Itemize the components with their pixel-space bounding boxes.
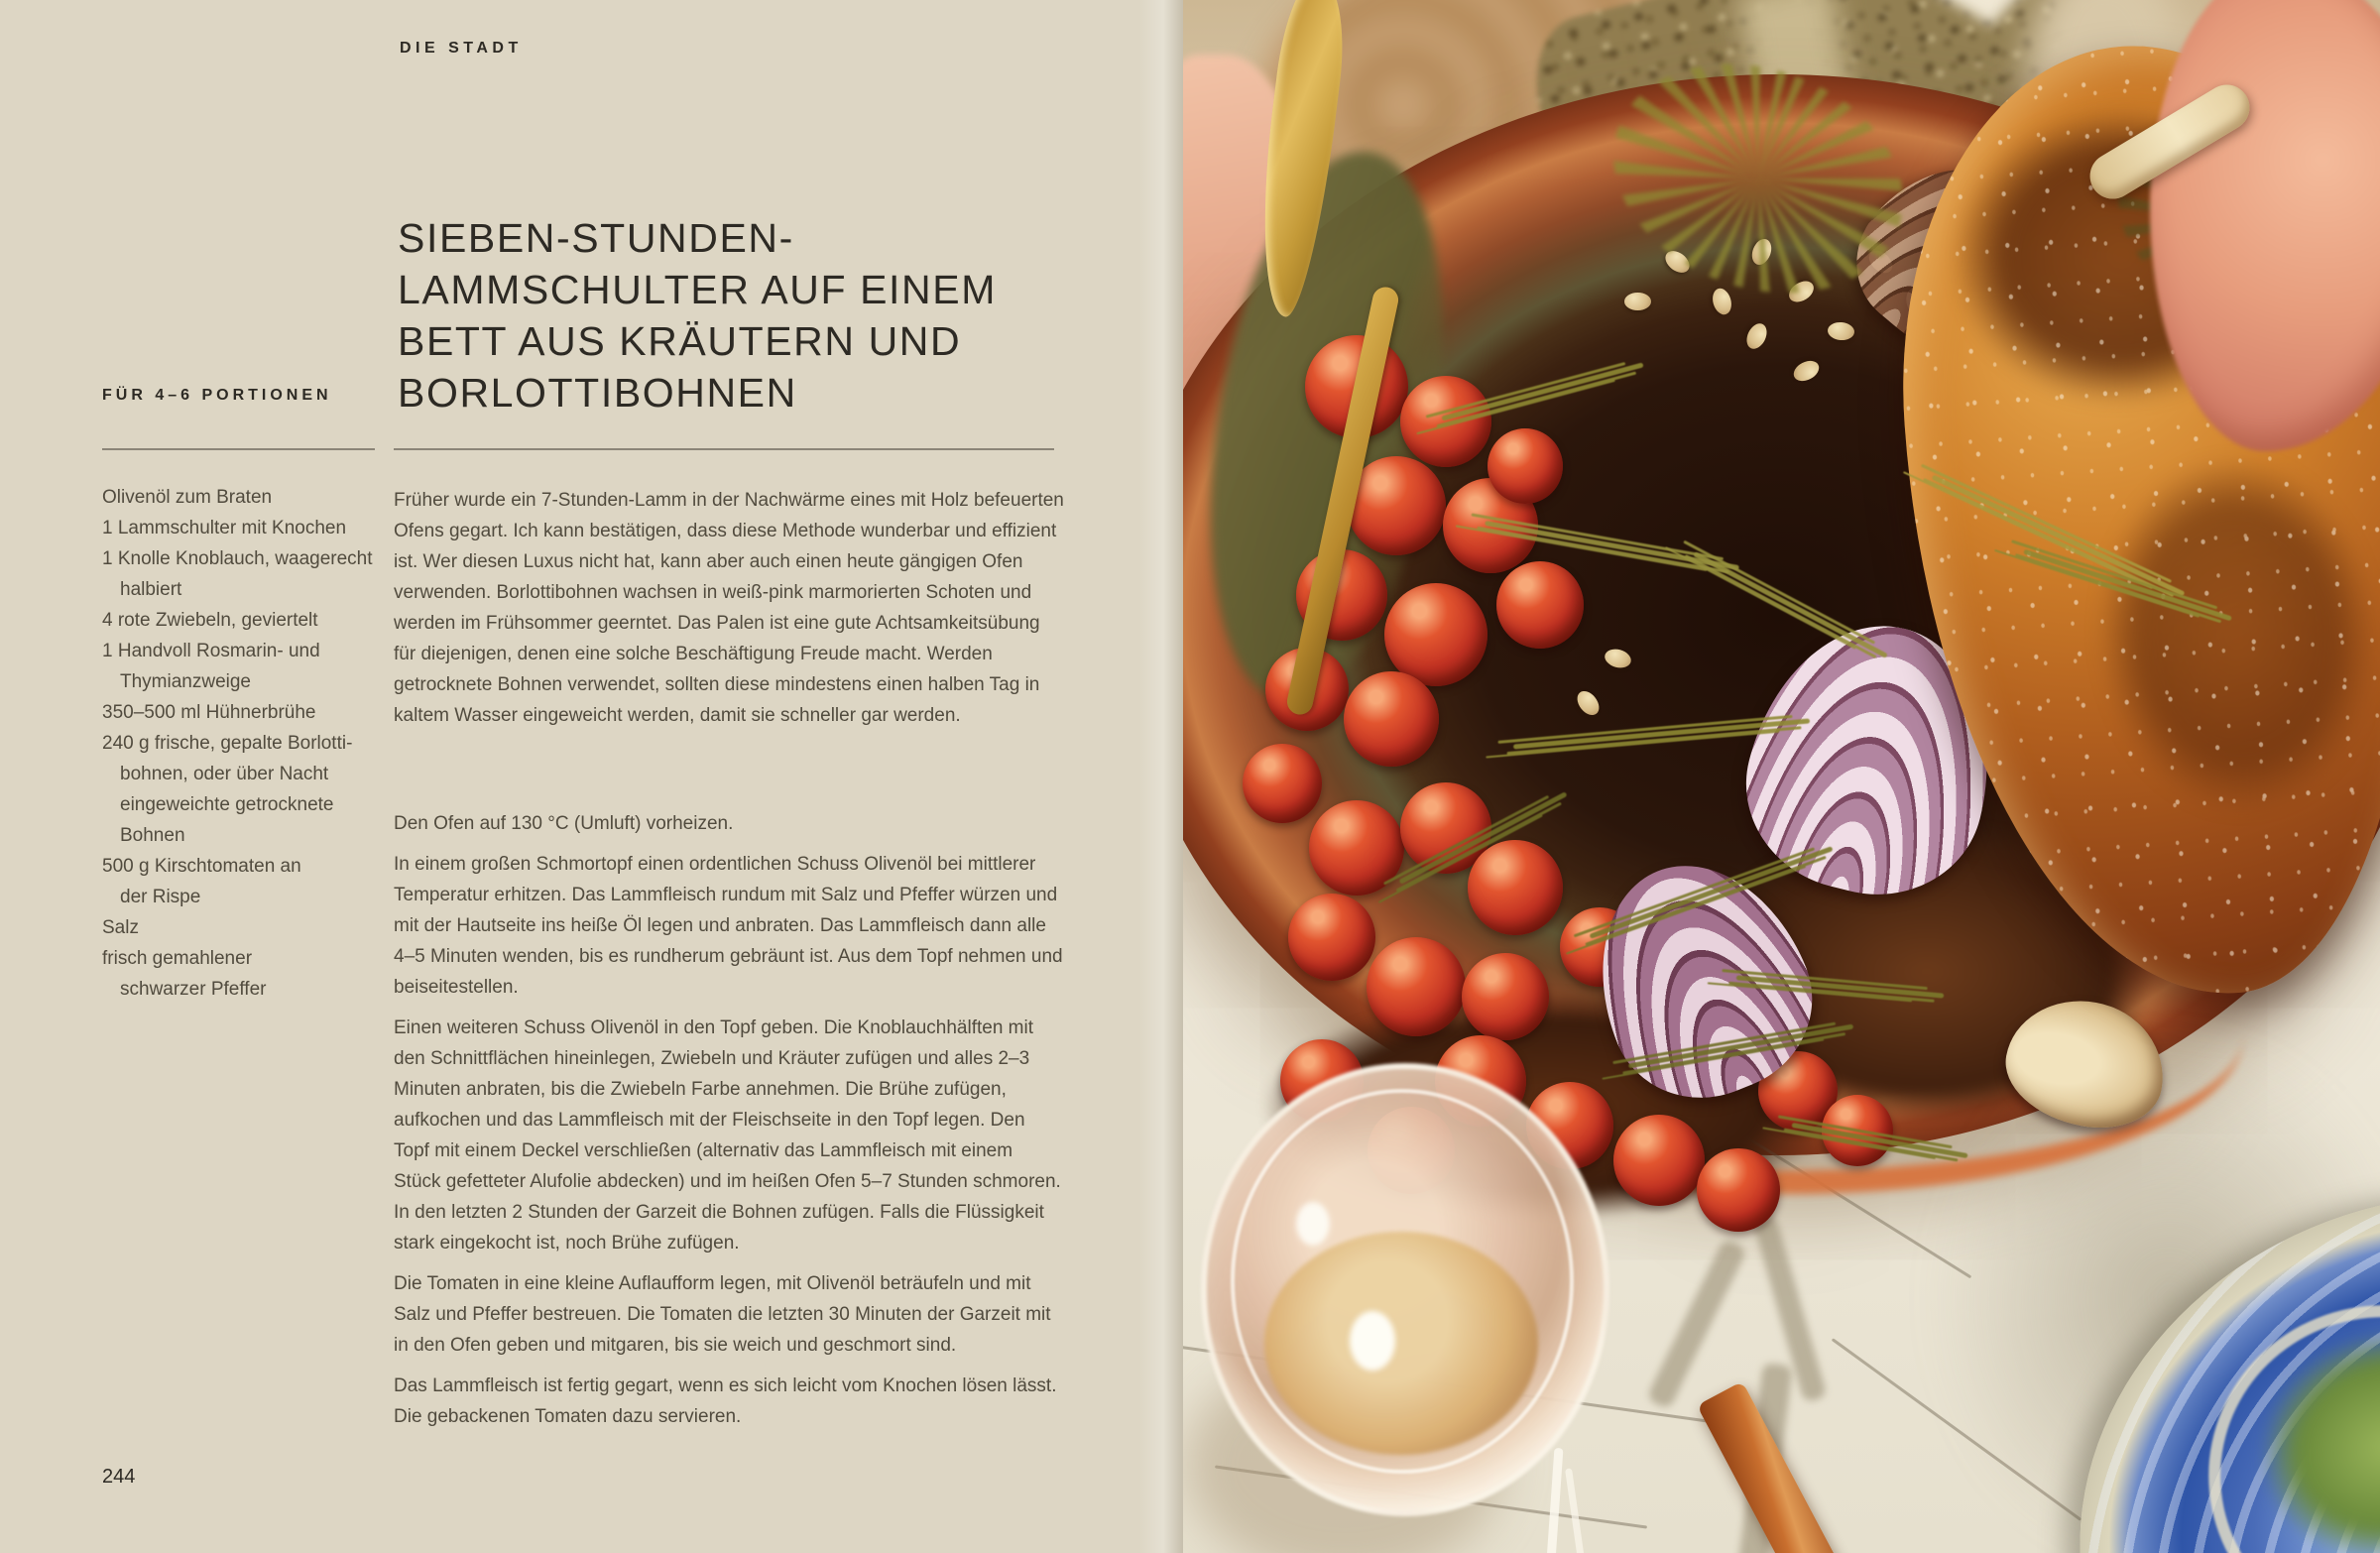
borlotti-bean — [1624, 293, 1651, 310]
ingredient-line: eingeweichte getrocknete — [120, 794, 334, 815]
cherry-tomato — [1488, 428, 1563, 504]
ingredient-line: halbiert — [120, 579, 182, 600]
ingredient-line: frisch gemahlener — [102, 948, 253, 969]
recipe-body — [394, 485, 1064, 1442]
hand-right-palm — [2150, 0, 2380, 451]
recipe-title — [398, 212, 997, 418]
ingredient-line: Bohnen — [120, 825, 185, 846]
cherry-tomato — [1697, 1148, 1780, 1232]
step-paragraph: Einen weiteren Schuss Olivenöl in den Topf geben. Die Knoblauchhälften mit den Schnittflächen hineinlegen, Zwiebeln und Kräuter zufügen und alles 2–3 Minuten anbraten, bis die Zwiebeln Farbe annehmen. Die Brühe zufügen, aufkochen und das Lammfleisch mit der Fleischseite in den Topf legen. Den Topf mit einem Deckel verschließen (alternativ das Lammfleisch mit einem Stück gefetteter Alufolie abdecken) und im heißen Ofen 5–7 Stunden schmoren. In den letzten 2 Stunden der Garzeit die Bohnen zufügen. Falls die Flüssigkeit stark eingekocht ist, noch Brühe zufügen. — [394, 1017, 1061, 1254]
page-number: 244 — [102, 1466, 136, 1488]
wine-glass-stem — [1565, 1468, 1594, 1553]
ingredient-line: 240 g frische, gepalte Borlotti- — [102, 733, 353, 754]
ingredients-rule — [102, 448, 375, 450]
ingredient-line: 500 g Kirschtomaten an — [102, 856, 301, 877]
ingredient-line: schwarzer Pfeffer — [120, 979, 267, 1000]
cherry-tomato — [1468, 840, 1563, 935]
wine-glass-stem — [1546, 1448, 1564, 1553]
ingredient-line: Thymianzweige — [120, 671, 251, 692]
body-rule — [394, 448, 1054, 450]
ingredient-line: 1 Lammschulter mit Knochen — [102, 518, 347, 538]
cherry-tomato — [1496, 561, 1584, 649]
step-paragraph: Den Ofen auf 130 °C (Umluft) vorheizen. — [394, 813, 734, 834]
wine-highlight — [1350, 1311, 1395, 1371]
title-line: BORLOTTIBOHNEN — [398, 370, 797, 416]
cherry-tomato — [1384, 583, 1488, 686]
title-line: SIEBEN-STUNDEN- — [398, 215, 794, 261]
title-line: LAMMSCHULTER AUF EINEM — [398, 267, 997, 312]
left-page — [0, 0, 1183, 1553]
ingredient-line: der Rispe — [120, 887, 201, 907]
cherry-tomato — [1243, 744, 1322, 823]
chapter-kicker: DIE STADT — [400, 40, 523, 57]
ingredient-line: Salz — [102, 917, 139, 938]
step-paragraph: Das Lammfleisch ist fertig gegart, wenn es sich leicht vom Knochen lösen lässt. Die gebackenen Tomaten dazu servieren. — [394, 1375, 1057, 1427]
wine-glass — [1201, 1063, 1612, 1553]
step-paragraph: Die Tomaten in eine kleine Auflaufform legen, mit Olivenöl beträufeln und mit Salz und Pfeffer bestreuen. Die Tomaten die letzten 30 Minuten der Garzeit mit in den Ofen geben und mitgaren, bis sie weich und geschmort sind. — [394, 1273, 1051, 1356]
ingredient-line: 1 Handvoll Rosmarin- und — [102, 641, 320, 661]
ingredient-line: bohnen, oder über Nacht — [120, 764, 329, 784]
ingredient-line: Olivenöl zum Braten — [102, 487, 273, 508]
cherry-tomato — [1288, 894, 1375, 981]
cherry-tomato — [1613, 1115, 1705, 1206]
ingredients-list — [102, 482, 400, 1005]
wine-highlight — [1296, 1202, 1330, 1246]
title-line: BETT AUS KRÄUTERN UND — [398, 318, 962, 364]
ingredient-line: 350–500 ml Hühnerbrühe — [102, 702, 316, 723]
step-paragraph: In einem großen Schmortopf einen ordentlichen Schuss Olivenöl bei mittlerer Temperatur erhitzen. Das Lammfleisch rundum mit Salz und Pfeffer würzen und mit der Hautseite ins heiße Öl legen und anbraten. Das Lammfleisch dann alle 4–5 Minuten wenden, bis es rundherum gebräunt ist. Aus dem Topf nehmen und beiseitestellen. — [394, 854, 1063, 998]
white-wine — [1264, 1232, 1538, 1455]
servings-label: FÜR 4–6 PORTIONEN — [102, 387, 332, 404]
cherry-tomato — [1462, 953, 1549, 1040]
ingredient-line: 1 Knolle Knoblauch, waagerecht — [102, 548, 373, 569]
page-gutter — [1139, 0, 1183, 1553]
cherry-tomato — [1400, 376, 1491, 467]
intro-paragraph: Früher wurde ein 7-Stunden-Lamm in der Nachwärme eines mit Holz befeuerten Ofens gegart. Ich kann bestätigen, dass diese Methode wunderbar und effizient ist. Wer diesen Luxus nicht hat, kann aber auch einen heute gängigen Ofen verwenden. Borlottibohnen wachsen in weiß-pink marmorierten Schoten und werden im Frühsommer geerntet. Das Palen ist eine gute Achtsamkeitsübung für diejenigen, denen eine solche Beschäftigung Freude macht. Werden getrocknete Bohnen verwendet, sollten diese mindestens einen halben Tag in kaltem Wasser eingeweicht werden, damit sie schneller gar werden. — [394, 490, 1064, 726]
recipe-photo — [1183, 0, 2380, 1553]
cherry-tomato — [1309, 800, 1404, 896]
ingredient-line: 4 rote Zwiebeln, geviertelt — [102, 610, 318, 631]
cherry-tomato — [1344, 671, 1439, 767]
cherry-tomato — [1367, 937, 1466, 1036]
